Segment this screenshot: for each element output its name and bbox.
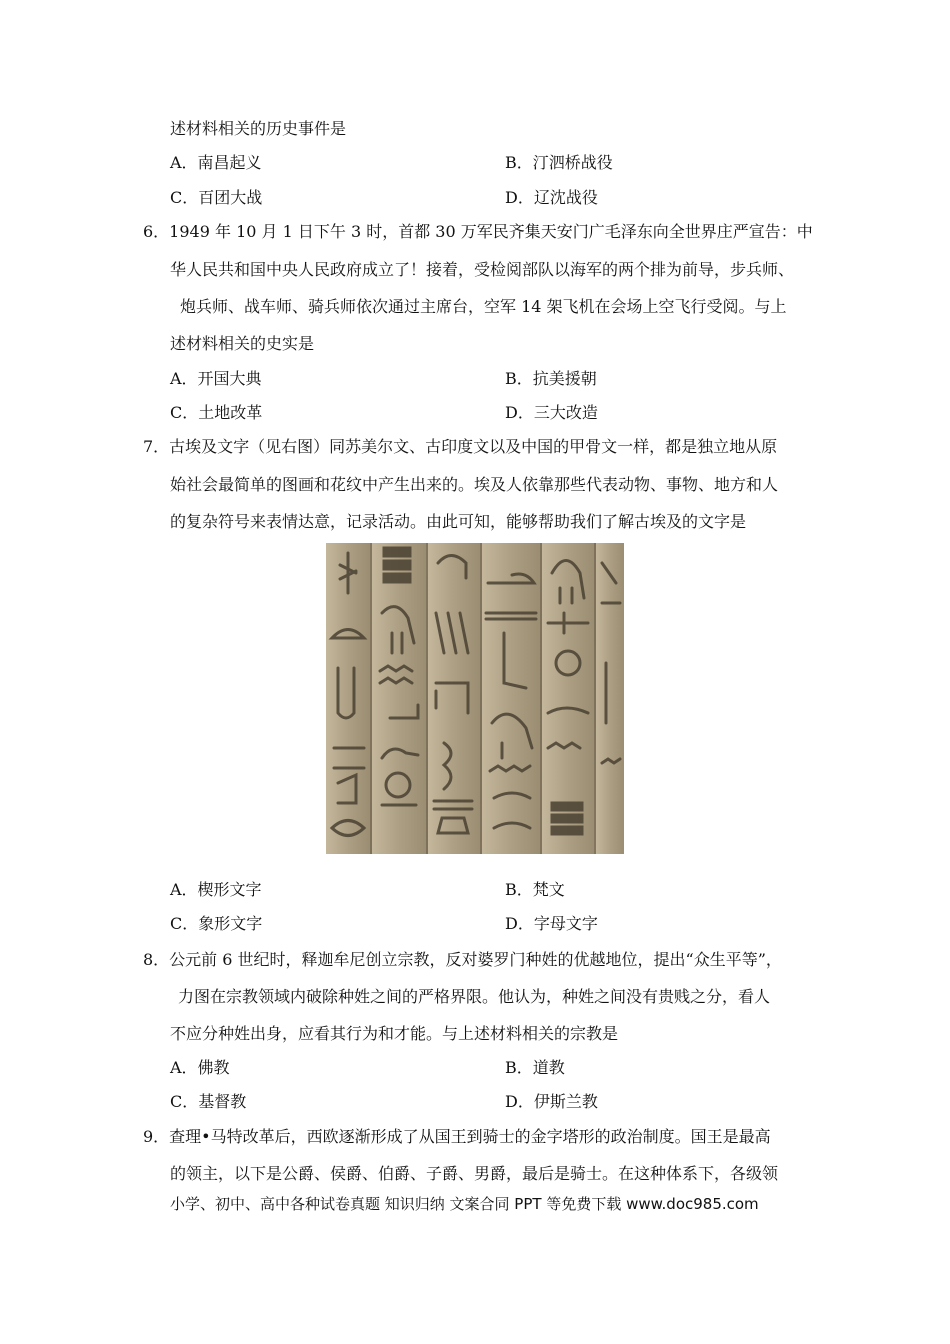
q8-stem-line-1: 8．公元前 6 世纪时，释迦牟尼创立宗教，反对婆罗门种姓的优越地位，提出“众生平等”， xyxy=(143,950,782,969)
q7-option-b: B．梵文 xyxy=(505,880,565,899)
q5-stem-tail: 述材料相关的历史事件是 xyxy=(170,119,347,138)
q8-option-d: D．伊斯兰教 xyxy=(505,1092,598,1111)
q6-stem-line-3: 炮兵师、战车师、骑兵师依次通过主席台，空军 14 架飞机在会场上空飞行受阅。与上 xyxy=(180,297,787,316)
q8-stem-line-2: 力图在宗教领域内破除种姓之间的严格界限。他认为，种姓之间没有贵贱之分，看人 xyxy=(178,987,771,1006)
q5-option-c: C．百团大战 xyxy=(170,188,263,207)
q8-option-c: C．基督教 xyxy=(170,1092,247,1111)
q5-option-d: D．辽沈战役 xyxy=(505,188,598,207)
q8-stem-line-3: 不应分种姓出身，应看其行为和才能。与上述材料相关的宗教是 xyxy=(170,1024,619,1043)
q6-stem-line-1: 6．1949 年 10 月 1 日下午 3 时，首都 30 万军民齐集天安门广毛泽东向全世界庄严宣告：中 xyxy=(143,222,813,241)
q7-option-d: D．字母文字 xyxy=(505,914,598,933)
q7-stem-line-2: 始社会最简单的图画和花纹中产生出来的。埃及人依靠那些代表动物、事物、地方和人 xyxy=(170,475,779,494)
q8-option-b: B．道教 xyxy=(505,1058,565,1077)
q7-stem-line-1: 7．古埃及文字（见右图）同苏美尔文、古印度文以及中国的甲骨文一样，都是独立地从原 xyxy=(143,437,778,456)
q7-stem-line-3: 的复杂符号来表情达意，记录活动。由此可知，能够帮助我们了解古埃及的文字是 xyxy=(170,512,747,531)
q7-option-c: C．象形文字 xyxy=(170,914,263,933)
q8-option-a: A．佛教 xyxy=(170,1058,230,1077)
q9-stem-line-2: 的领主，以下是公爵、侯爵、伯爵、子爵、男爵，最后是骑士。在这种体系下，各级领 xyxy=(170,1164,779,1183)
q9-stem-line-1: 9．查理•马特改革后，西欧逐渐形成了从国王到骑士的金字塔形的政治制度。国王是最高 xyxy=(143,1127,771,1146)
q6-option-d: D．三大改造 xyxy=(505,403,598,422)
q5-option-a: A．南昌起义 xyxy=(170,153,262,172)
footer-watermark: 小学、初中、高中各种试卷真题 知识归纳 文案合同 PPT 等免费下载 www.doc985.com xyxy=(170,1195,759,1213)
q6-stem-line-4: 述材料相关的史实是 xyxy=(170,334,315,353)
q5-option-b: B．汀泗桥战役 xyxy=(505,153,613,172)
q6-option-a: A．开国大典 xyxy=(170,369,262,388)
q6-stem-line-2: 华人民共和国中央人民政府成立了！接着，受检阅部队以海军的两个排为前导，步兵师、 xyxy=(170,260,795,279)
q6-option-c: C．土地改革 xyxy=(170,403,263,422)
q6-option-b: B．抗美援朝 xyxy=(505,369,597,388)
q7-option-a: A．楔形文字 xyxy=(170,880,262,899)
egyptian-hieroglyphs-image xyxy=(326,543,624,854)
